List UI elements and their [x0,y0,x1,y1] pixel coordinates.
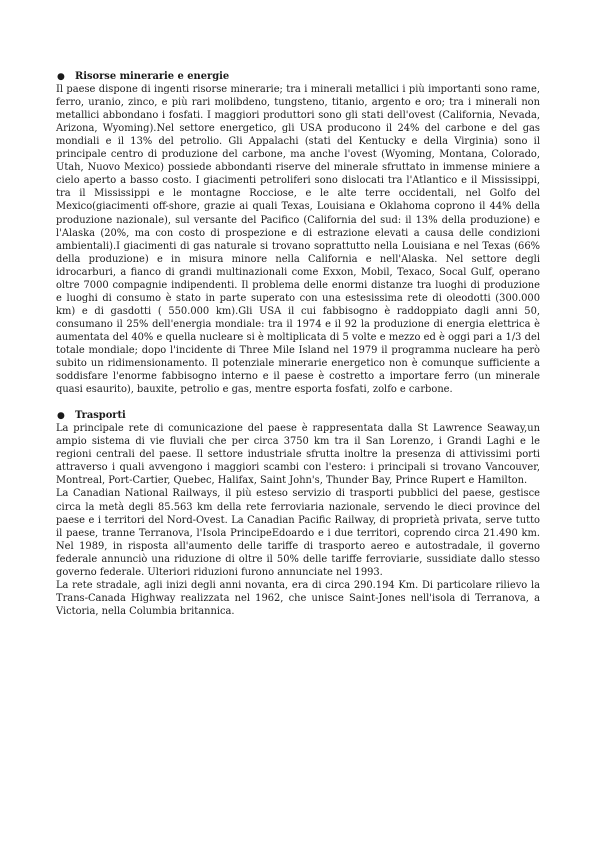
paragraph: La principale rete di comunicazione del paese è rappresentata dalla St Lawrence Seaway,un ampio sistema di vie fluviali che per circa 3750 km tra il San Lorenzo, i Grandi Laghi e le regioni centrali del paese. Il settore industriale sfrutta inoltre la presenza di attivissimi porti attraverso i quali avvengono i maggiori scambi con l'estero: i principali si trovano Vancouver, Montreal, Port-Cartier, Quebec, Halifax, Saint John's, Thunder Bay, Prince Rupert e Hamilton. [56,423,540,487]
bullet-icon: ● [57,72,65,82]
heading-text: Risorse minerarie e energie [75,71,230,82]
bullet-icon: ● [57,411,65,422]
section-spacer [56,396,540,409]
heading-text: Trasporti [75,410,126,422]
section-heading-trasporti [56,409,540,422]
document-page [56,70,540,618]
paragraph: La rete stradale, agli inizi degli anni novanta, era di circa 290.194 Km. Di particolare rilievo la Trans-Canada Highway realizzata nel 1962, che unisce Saint-Jones nell'isola di Terranova, a Victoria, nella Columbia britannica. [56,579,540,617]
section-heading-risorse [56,70,540,83]
paragraph: La Canadian National Railways, il più esteso servizio di trasporti pubblici del paese, gestisce circa la metà degli 85.563 km della rete ferroviaria nazionale, servendo le dieci province del paese e i territori del Nord-Ovest. La Canadian Pacific Railway, di proprietà privata, serve tutto il paese, tranne Terranova, l'Isola PrincipeEdoardo e i due territori, coprendo circa 21.490 km. Nel 1989, in risposta all'aumento delle tariffe di trasporto aereo e autostradale, il governo federale annunciò una riduzione di oltre il 50% delle tariffe ferroviarie, sussidiate dallo stesso governo federale. Ulteriori riduzioni furono annunciate nel 1993. [56,488,540,578]
paragraph: Il paese dispone di ingenti risorse minerarie; tra i minerali metallici i più importanti sono rame, ferro, uranio, zinco, e più rari molibdeno, tungsteno, titanio, argento e oro; tra i minerali non metallici abbondano i fosfati. I maggiori produttori sono gli stati dell'ovest (California, Nevada, Arizona, Wyoming).Nel settore energetico, gli USA producono il 24% del carbone e del gas mondiali e il 13% del petrolio. Gli Appalachi (stati del Kentucky e della Virginia) sono il principale centro di produzione del carbone, ma anche l'ovest (Wyoming, Montana, Colorado, Utah, Nuovo Mexico) possiede abbondanti riserve del minerale sfruttato in immense miniere a cielo aperto a basso costo. I giacimenti petroliferi sono dislocati tra l'Atlantico e il Mississippi, tra il Mississippi e le montagne Rocciose, e le alte terre occidentali, nel Golfo del Mexico(giacimenti off-shore, grazie ai quali Texas, Louisiana e Oklahoma coprono il 44% della produzione nazionale), sul versante del Pacifico (California del sud: il 13% della produzione) e l'Alaska (20%, ma con costo di prospezione e di estrazione elevati a causa delle condizioni ambientali).I giacimenti di gas naturale si trovano soprattutto nella Louisiana e nel Texas (66% della produzione) e in misura minore nella California e nell'Alaska. Nel settore degli idrocarburi, a fianco di grandi multinazionali come Exxon, Mobil, Texaco, Socal Gulf, operano oltre 7000 compagnie indipendenti. Il problema delle enormi distanze tra luoghi di produzione e luoghi di consumo è stato in parte superato con una estesissima rete di oleodotti (300.000 km) e di gasdotti ( 550.000 km).Gli USA il cui fabbisogno è raddoppiato dagli anni 50, consumano il 25% dell'energia mondiale: tra il 1974 e il 92 la produzione di energia elettrica è aumentata del 40% e quella nucleare si è moltiplicata di 5 volte e mezzo ed è oggi pari a 1/3 del totale mondiale; dopo l'incidente di Three Mile Island nel 1979 il programma nucleare ha però subito un ridimensionamento. Il potenziale minerarie energetico non è comunque sufficiente a soddisfare l'enorme fabbisogno interno e il paese è costretto a importare ferro (un minerale quasi esaurito), bauxite, petrolio e gas, mentre esporta fosfati, zolfo e carbone. [56,84,540,396]
